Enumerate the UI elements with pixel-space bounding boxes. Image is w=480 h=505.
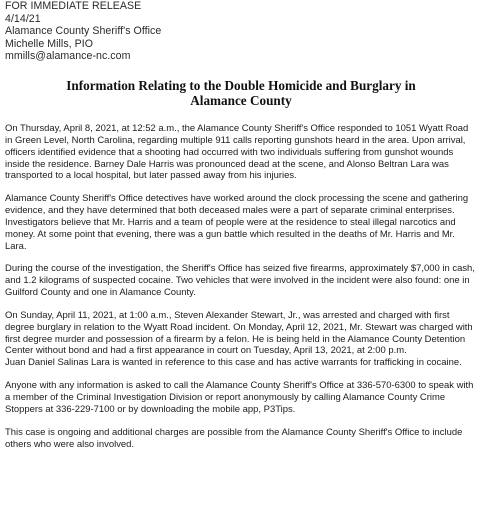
- release-body: [5, 123, 477, 450]
- paragraph-tips: Anyone with any information is asked to call the Alamance County Sheriff's Office at 336-570-6300 to speak with a member of the Criminal Investigation Division or report anonymously by calling Alamance County Crime Stoppers at 336-229-7100 or by downloading the mobile app, P3Tips.: [5, 380, 474, 415]
- contact-name: Michelle Mills, PIO: [5, 37, 94, 50]
- release-header: [5, 0, 477, 63]
- release-date: 4/14/21: [5, 12, 41, 25]
- paragraph-wanted: Juan Daniel Salinas Lara is wanted in reference to this case and has active warrants for trafficking in cocaine.: [5, 357, 462, 369]
- title-line-1: Information Relating to the Double Homicide and Burglary in: [66, 77, 416, 93]
- paragraph-arrest: On Sunday, April 11, 2021, at 1:00 a.m., Steven Alexander Stewart, Jr., was arrested and charged with first degree burglary in relation to the Wyatt Road incident. On Monday, April 12, 2021, Mr. Stewart was charged with first degree murder and possession of a firearm by a felon. He is being held in the Alamance County Detention Center without bond and had a first appearance in court on Tuesday, April 13, 2021, at 2:00 p.m.: [5, 309, 473, 357]
- title-line-2: Alamance County: [190, 93, 292, 109]
- paragraph-incident: On Thursday, April 8, 2021, at 12:52 a.m., the Alamance County Sheriff's Office responded to 1051 Wyatt Road in Green Level, North Carolina, regarding multiple 911 calls reporting gunshots heard in the area. Upon arrival, officers identified evidence that a shooting had occurred with two individuals suffering from gunshot wounds inside the residence. Barney Dale Harris was pronounced dead at the scene, and Alonso Beltran Lara was transported to a local hospital, but later passed away from his injuries.: [5, 122, 469, 182]
- paragraph-ongoing: This case is ongoing and additional charges are possible from the Alamance County Sheriff's Office to include others who were also involved.: [5, 426, 463, 450]
- release-title: [5, 78, 477, 109]
- paragraph-seizure: During the course of the investigation, the Sheriff's Office has seized five firearms, approximately $7,000 in cash, and 1.2 kilograms of suspected cocaine. Two vehicles that were involved in the incident were also found: one in Guilford County and one in Alamance County.: [5, 263, 475, 299]
- contact-email: mmills@alamance-nc.com: [5, 50, 131, 63]
- press-release-page: [5, 0, 477, 461]
- release-label: FOR IMMEDIATE RELEASE: [5, 0, 142, 12]
- office-name: Alamance County Sheriff's Office: [5, 25, 162, 38]
- paragraph-detectives: Alamance County Sheriff's Office detectives have worked around the clock processing the scene and gathering evidence, and they have determined that both deceased males were a part of separate criminal enterprises. Investigators believe that Mr. Harris and a team of people were at the residence to steal illegal narcotics and money. At some point that evening, there was a gun battle which resulted in the deaths of Mr. Harris and Mr. Lara.: [5, 193, 469, 252]
